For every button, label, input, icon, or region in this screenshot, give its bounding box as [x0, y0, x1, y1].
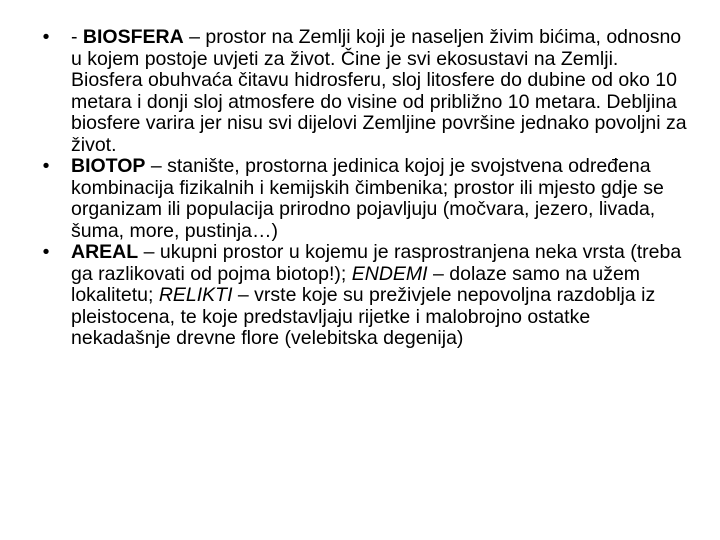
bullet-list — [40, 27, 690, 350]
bullet-icon: • — [42, 155, 50, 177]
biosfera-term: BIOSFERA — [82, 26, 184, 48]
biosfera-definition: – prostor na Zemlji koji je naseljen živim bićima, odnosno u kojem postoje uvjeti za život. Čine je svi ekosustavi na Zemlji. Biosfera obuhvaća čitavu hidrosferu, sloj litosfere do dubine od oko 10 metara i donji sloj atmosfere do visine od približno 10 metara. Debljina biosfere varira jer nisu svi dijelovi Zemljine površine jednako povoljni za život. — [71, 26, 687, 156]
relikti-definition: – vrste koje su preživjele nepovoljna razdoblja iz pleistocena, te koje predstavljaju rijetke i malobrojno ostatke nekadašnje drevne flore (velebitska degenija) — [71, 284, 656, 349]
bullet-item-biotop — [40, 156, 690, 242]
bullet-item-areal — [40, 242, 690, 350]
bullet-icon: • — [42, 26, 50, 48]
endemi-term: ENDEMI — [351, 262, 428, 285]
relikti-term: RELIKTI — [158, 284, 233, 306]
areal-term: AREAL — [71, 241, 139, 263]
bullet-item-biosfera — [40, 27, 690, 156]
areal-definition: – ukupni prostor u kojemu je rasprostranjena neka vrsta (treba ga razlikovati od pojma biotop!); — [71, 241, 682, 285]
biotop-definition: – stanište, prostorna jedinica kojoj je svojstvena određena kombinacija fizikalnih i kemijskih čimbenika; prostor ili mjesto gdje se organizam ili populacija prirodno pojavljuju (močvara, jezero, livada, šuma, more, pustinja…) — [71, 155, 664, 242]
bullet-icon: • — [42, 241, 50, 263]
endemi-definition: – dolaze samo na užem lokalitetu; — [71, 262, 641, 306]
biosfera-lead: - — [71, 26, 83, 48]
biotop-term: BIOTOP — [71, 155, 146, 177]
